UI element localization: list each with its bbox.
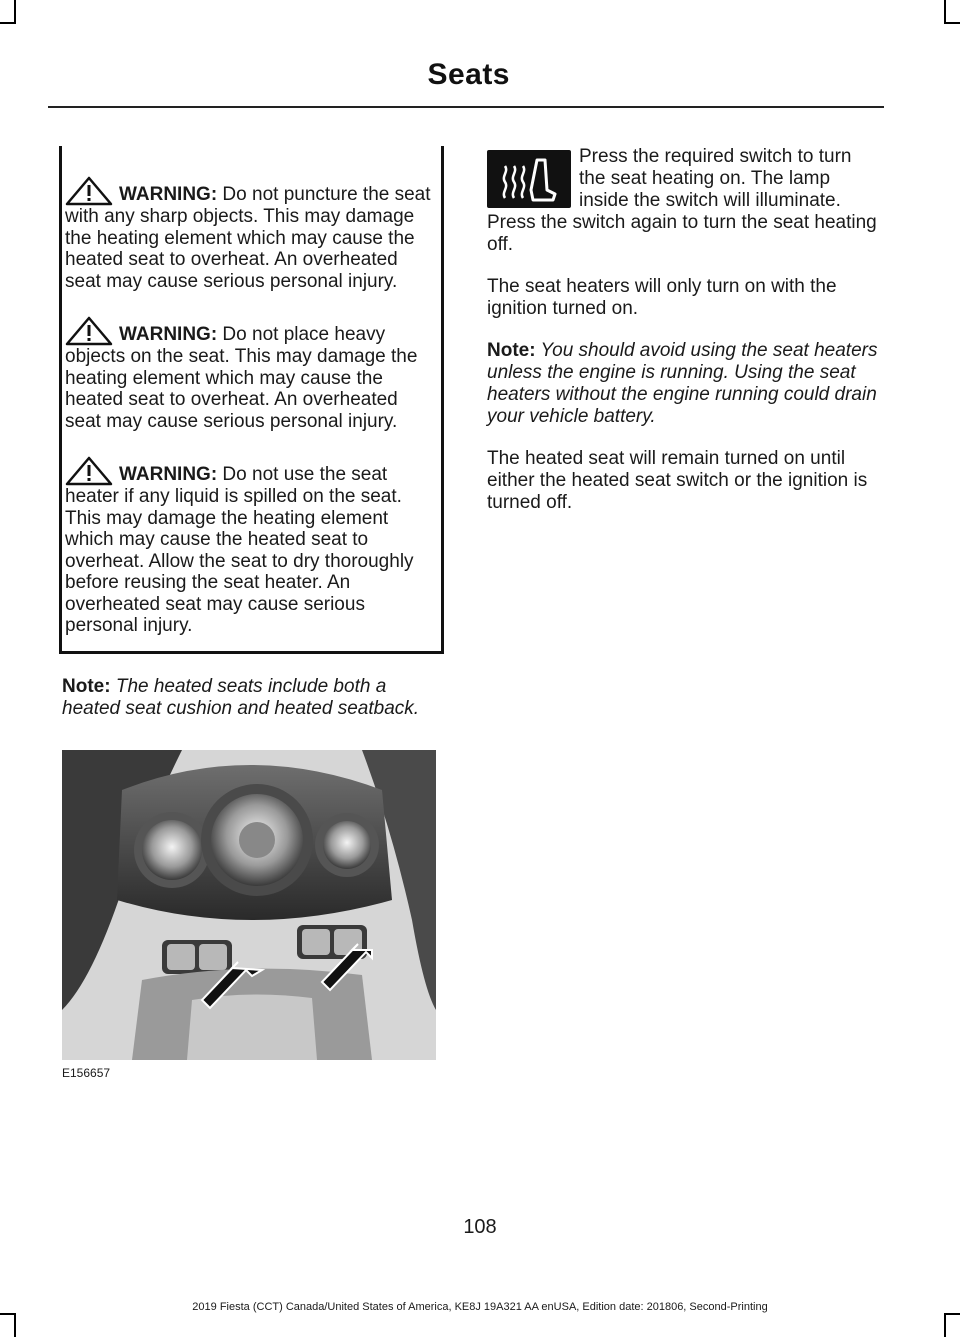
- warning-text: Do not puncture the seat with any sharp objects. This may damage the heating element which may cause the heated seat to overheat. An overheated seat may cause serious personal injury.: [65, 184, 431, 292]
- warning-text: Do not place heavy objects on the seat. This may damage the heating element which may cause the heated seat to overheat. An overheated seat may cause serious personal injury.: [65, 324, 418, 432]
- warning-item: [65, 316, 435, 432]
- crop-mark: [944, 1313, 960, 1315]
- instruction-paragraph: Press the required switch to turn the seat heating on. The lamp inside the switch will illuminate. Press the switch again to turn the seat heating off.: [487, 146, 877, 255]
- warning-box: [59, 146, 444, 654]
- warning-label: WARNING:: [119, 464, 218, 485]
- header-divider: [48, 106, 884, 108]
- warning-triangle-icon: [65, 316, 113, 346]
- climate-control-illustration: [62, 750, 436, 1060]
- heated-seat-icon-graphic: [487, 150, 571, 208]
- climate-control-photo: [62, 750, 436, 1060]
- heated-seat-icon: [487, 150, 571, 208]
- crop-mark: [944, 1315, 946, 1337]
- note-label: Note:: [487, 340, 536, 361]
- crop-mark: [14, 1315, 16, 1337]
- warning-item: [65, 176, 435, 292]
- figure-code: E156657: [62, 1065, 111, 1080]
- crop-mark: [944, 22, 960, 24]
- warning-triangle-icon: [65, 176, 113, 206]
- note-label: Note:: [62, 675, 111, 697]
- note-text: You should avoid using the seat heaters unless the engine is running. Using the seat heaters without the engine running could drain your vehicle battery.: [487, 340, 878, 427]
- warning-item: [65, 456, 435, 637]
- page-title: Seats: [427, 58, 510, 91]
- right-column: [487, 146, 881, 534]
- note-engine: [487, 340, 881, 428]
- crop-mark: [14, 0, 16, 22]
- page-number: 108: [463, 1216, 497, 1238]
- crop-mark: [0, 1313, 16, 1315]
- left-column: [62, 146, 444, 1080]
- ignition-paragraph: The seat heaters will only turn on with the ignition turned on.: [487, 276, 837, 319]
- remain-on-paragraph: The heated seat will remain turned on until either the heated seat switch or the ignition is turned off.: [487, 448, 868, 513]
- warning-label: WARNING:: [119, 324, 218, 345]
- crop-mark: [944, 0, 946, 22]
- warning-text: Do not use the seat heater if any liquid is spilled on the seat. This may damage the heating element which may cause the heated seat to overheat. Allow the seat to dry thoroughly before reusing the seat heater. An overheated seat may cause serious personal injury.: [65, 464, 414, 636]
- crop-mark: [0, 22, 16, 24]
- note-heated-seats: [62, 676, 444, 720]
- warning-label: WARNING:: [119, 184, 218, 205]
- footer-edition: 2019 Fiesta (CCT) Canada/United States of America, KE8J 19A321 AA enUSA, Edition date: 201806, Second-Printing: [192, 1301, 768, 1313]
- note-text: The heated seats include both a heated seat cushion and heated seatback.: [62, 675, 420, 719]
- warning-triangle-icon: [65, 456, 113, 486]
